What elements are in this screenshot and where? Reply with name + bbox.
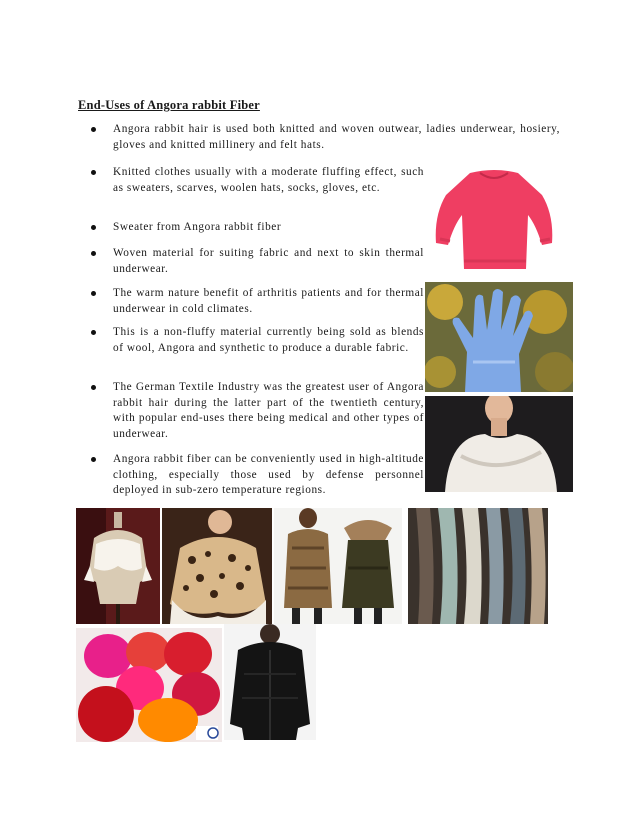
list-item-text: Angora rabbit hair is used both knitted and woven outwear, ladies underwear, hosiery, gloves and knitted millinery and felt hats. (113, 123, 560, 151)
page-title: End-Uses of Angora rabbit Fiber (78, 98, 260, 112)
list-item-text: Knitted clothes usually with a moderate fluffing effect, such as sweaters, scarves, woolen hats, socks, gloves, etc. (113, 166, 424, 194)
pink-sweater-image (430, 165, 558, 277)
yarn-cones-image (76, 628, 222, 742)
blue-glove-image (425, 282, 573, 392)
list-item-text: Sweater from Angora rabbit fiber (113, 221, 282, 233)
list-item (92, 325, 424, 356)
list-item (92, 380, 424, 442)
fiber-skeins-image (408, 508, 548, 624)
list-item-text: The warm nature benefit of arthritis patients and for thermal underwear in cold climates. (113, 287, 424, 315)
list-item (92, 286, 424, 317)
leopard-jacket-image (162, 508, 272, 624)
list-item-text: Angora rabbit fiber can be conveniently used in high-altitude clothing, especially those used by defense personnel deployed in sub-zero temperature regions. (113, 453, 424, 496)
list-item (92, 220, 424, 236)
vest-parka-image (274, 508, 402, 624)
list-item-text: The German Textile Industry was the greatest user of Angora rabbit hair during the latter part of the twentieth century, with popular end-uses there being medical and other types of underwear. (113, 381, 424, 440)
list-item (92, 122, 560, 153)
black-coat-image (224, 624, 316, 740)
list-item (92, 246, 424, 277)
list-item (92, 165, 424, 196)
bolero-image (76, 508, 160, 624)
fur-wrap-image (425, 396, 573, 492)
list-item-text: This is a non-fluffy material currently being sold as blends of wool, Angora and synthetic to produce a durable fabric. (113, 326, 424, 354)
list-item-text: Woven material for suiting fabric and next to skin thermal underwear. (113, 247, 424, 275)
list-item (92, 452, 424, 499)
